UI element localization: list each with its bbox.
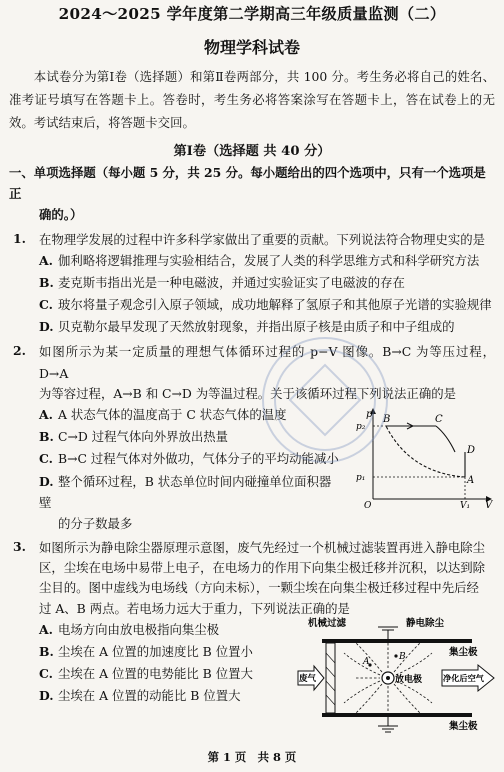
- state-d-label: D: [467, 445, 476, 456]
- question-number: 2.: [13, 343, 26, 359]
- question-stem: 如图所示为某一定质量的理想气体循环过程的 p−V 图像。B→C 为等压过程，D→A: [39, 344, 495, 381]
- question-1: [9, 229, 495, 250]
- question-stem-cont: 区，尘埃在电场中易带上电子，在电场力的作用下向集尘极迁移并沉积，以达到除: [39, 560, 486, 576]
- part-description: （每小题 5 分，共 25 分。每小题给出的四个选项中，只有一个选项是正: [9, 164, 486, 202]
- v1-label: V₁: [460, 501, 471, 509]
- option-c: C. 尘埃在 A 位置的电势能比 B 位置大: [39, 666, 253, 682]
- question-2: [9, 341, 495, 384]
- option-d: D. 整个循环过程，B 状态单位时间内碰撞单位面积器壁 的分子数最多: [39, 473, 332, 531]
- filter-label: 机械过滤: [308, 618, 347, 629]
- option-a: A. 电场方向由放电极指向集尘极: [39, 622, 220, 638]
- state-b-label: B: [383, 414, 391, 425]
- option-c: C. B→C 过程气体对外做功，气体分子的平均动能减小: [39, 451, 339, 467]
- collector-plate-top: [322, 639, 472, 643]
- option-b: B. 尘埃在 A 位置的加速度比 B 位置小: [39, 644, 253, 660]
- option-d: D. 尘埃在 A 位置的动能比 B 位置大: [39, 688, 241, 704]
- question-number: 3.: [13, 538, 26, 554]
- p2-label: p₂: [356, 422, 366, 432]
- state-a-label: A: [467, 475, 475, 486]
- part-description-cont: 确的。）: [39, 207, 83, 223]
- pv-diagram: [355, 407, 495, 509]
- point-b: [394, 654, 397, 657]
- precip-zone-label: 静电除尘: [406, 618, 445, 629]
- exam-instructions: 本试卷分为第Ⅰ卷（选择题）和第Ⅱ卷两部分，共 100 分。考生务必将自己的姓名、准考证号填写在答题卡上。答卷时，考生务必将答案涂写在答题卡上，答在试卷上的无效。考试结束后，将答题卡交回。: [9, 68, 495, 130]
- collector-plate-bottom: [322, 713, 472, 717]
- question-stem-cont: 尘目的。图中虚线为电场线（方向未标），一颗尘埃在向集尘极迁移过程中先后经: [39, 580, 479, 596]
- option-b: B. 麦克斯韦指出光是一种电磁波，并通过实验证实了电磁波的存在: [39, 275, 405, 291]
- option-a: A. 伽利略将逻辑推理与实验相结合，发展了人类的科学思维方式和科学研究方法: [39, 253, 480, 268]
- state-c-label: C: [435, 414, 443, 425]
- question-3: [9, 537, 495, 558]
- section-title: 第Ⅰ卷（选择题 共 40 分）: [173, 143, 331, 159]
- option-b: B. C→D 过程气体向外界放出热量: [39, 429, 229, 445]
- question-stem-cont: 过 A、B 两点。若电场力远大于重力，下列说法正确的是: [39, 600, 350, 616]
- origin-label: O: [364, 501, 372, 509]
- page-footer: 第 1 页 共 8 页: [207, 750, 297, 764]
- question-number: 1.: [13, 230, 26, 246]
- process-ab: [386, 426, 465, 477]
- question-stem: 如图所示为静电除尘器原理示意图，废气先经过一个机械过滤装置再进入静电除尘: [39, 539, 486, 555]
- point-b-label: B: [399, 652, 406, 662]
- option-a: A. A 状态气体的温度高于 C 状态气体的温度: [39, 407, 287, 423]
- collector-top-label: 集尘极: [449, 647, 478, 658]
- p1-label: p₁: [356, 473, 366, 483]
- part-heading: [9, 162, 495, 205]
- exam-title: 2024～2025 学年度第二学期高三年级质量监测（二）: [58, 5, 446, 23]
- exhaust-label: 废气: [299, 674, 317, 684]
- filter-mesh: [326, 643, 335, 713]
- precipitator-diagram: [296, 615, 498, 738]
- discharge-label: 放电极: [395, 675, 423, 685]
- v-axis-label: V: [485, 500, 493, 509]
- exam-subject: 物理学科试卷: [203, 37, 300, 57]
- question-stem: 在物理学发展的过程中许多科学家做出了重要的贡献。下列说法符合物理史实的是: [39, 231, 486, 247]
- p-axis-label: p: [366, 409, 373, 420]
- clean-air-label: 净化后空气: [443, 673, 484, 683]
- collector-bottom-label: 集尘极: [449, 721, 478, 732]
- option-d: D. 贝克勒尔最早发现了天然放射现象，并指出原子核是由质子和中子组成的: [39, 319, 455, 335]
- part-label: 一、单项选择题: [9, 164, 96, 180]
- question-stem-cont: 为等容过程，A→B 和 C→D 为等温过程。关于该循环过程下列说法正确的是: [39, 385, 456, 401]
- option-c: C. 玻尔将量子观念引入原子领域，成功地解释了氢原子和其他原子光谱的实验规律: [39, 297, 492, 313]
- point-a-label: A: [363, 657, 370, 667]
- process-cd: [436, 426, 455, 452]
